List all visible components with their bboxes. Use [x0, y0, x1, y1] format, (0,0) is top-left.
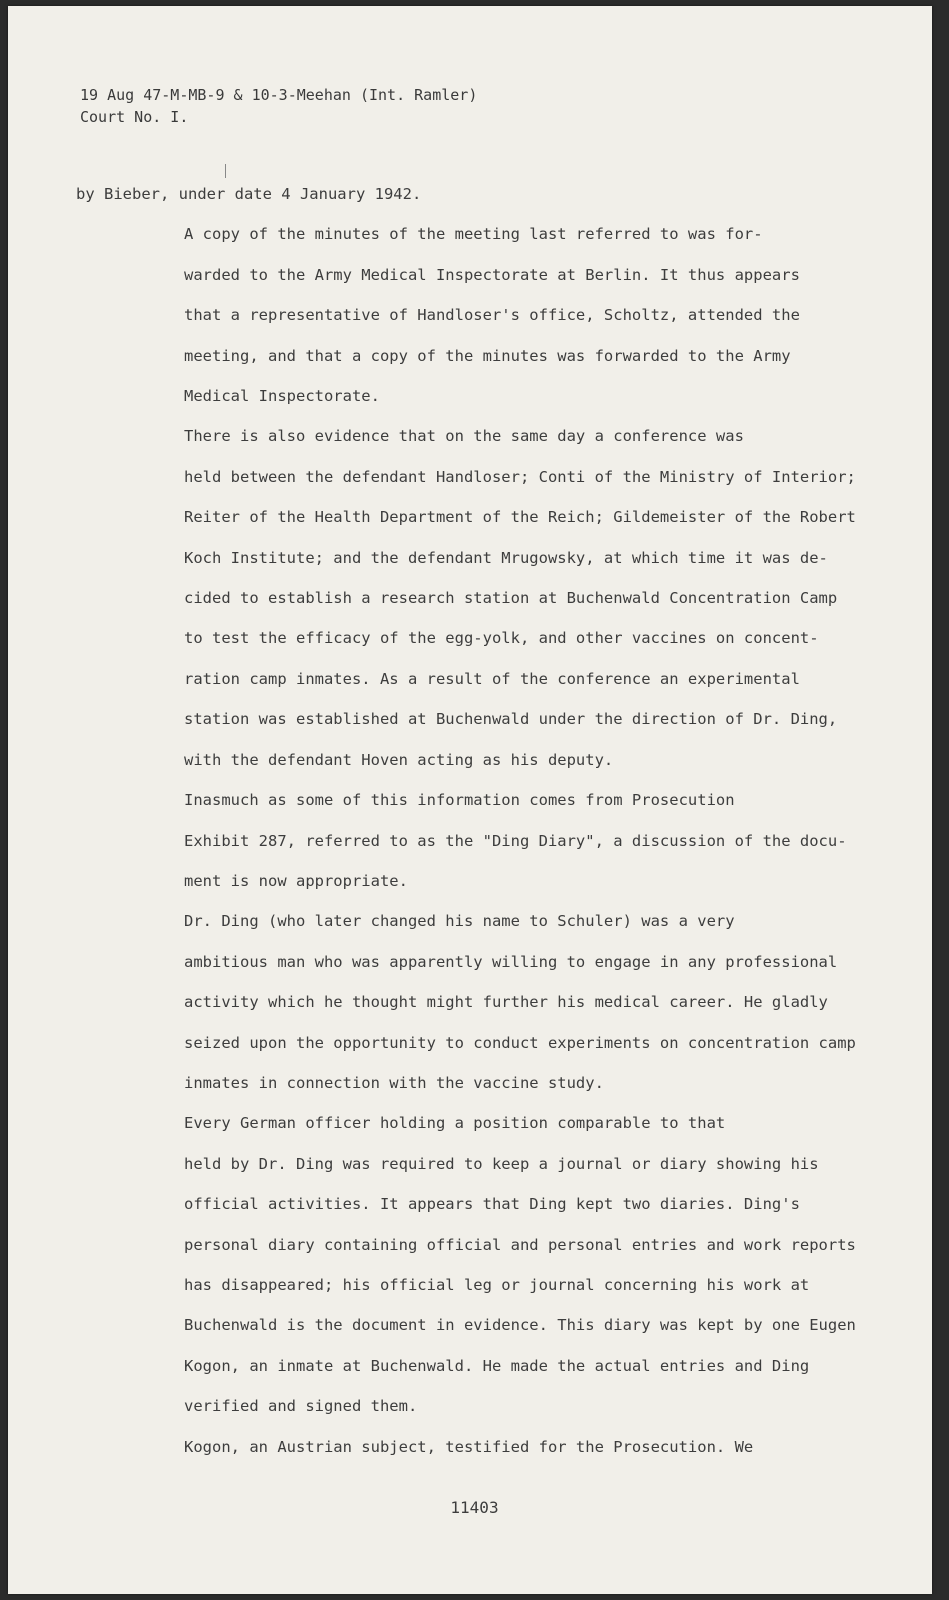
text-line: personal diary containing official and personal entries and work reports [184, 1235, 856, 1254]
text-line: seized upon the opportunity to conduct experiments on concentration camp [184, 1033, 856, 1052]
text-line: Kogon, an Austrian subject, testified for the Prosecution. We [184, 1437, 754, 1456]
paragraph [76, 1103, 856, 1426]
text-line: verified and signed them. [184, 1397, 418, 1416]
text-line: meeting, and that a copy of the minutes was forwarded to the Army [184, 346, 791, 365]
text-line: that a representative of Handloser's office, Scholtz, attended the [184, 306, 800, 325]
text-line: inmates in connection with the vaccine study. [184, 1073, 604, 1092]
text-line: Inasmuch as some of this information comes from Prosecution [184, 791, 735, 810]
text-line: has disappeared; his official leg or journal concerning his work at [184, 1275, 810, 1294]
paragraph [76, 416, 856, 780]
text-line: Every German officer holding a position comparable to that [184, 1114, 726, 1133]
text-line: Reiter of the Health Department of the Reich; Gildemeister of the Robert [184, 508, 856, 527]
text-line: Koch Institute; and the defendant Mrugowsky, at which time it was de- [184, 548, 828, 567]
document-header [80, 84, 477, 128]
text-line: by Bieber, under date 4 January 1942. [76, 185, 422, 203]
text-line: cided to establish a research station at Buchenwald Concentration Camp [184, 589, 838, 608]
text-line: Kogon, an inmate at Buchenwald. He made the actual entries and Ding [184, 1356, 810, 1375]
text-line: A copy of the minutes of the meeting last referred to was for- [184, 225, 763, 244]
text-line: activity which he thought might further his medical career. He gladly [184, 993, 828, 1012]
text-line: Exhibit 287, referred to as the "Ding Diary", a discussion of the docu- [184, 831, 847, 850]
text-line: with the defendant Hoven acting as his deputy. [184, 750, 614, 769]
text-line: to test the efficacy of the egg-yolk, and other vaccines on concent- [184, 629, 819, 648]
paragraph [76, 780, 847, 901]
paragraph [76, 901, 856, 1103]
text-line: There is also evidence that on the same day a conference was [184, 427, 744, 446]
text-line: ment is now appropriate. [184, 871, 408, 890]
page-number: 11403 [450, 1498, 499, 1517]
paragraph [76, 1427, 836, 1467]
document-body [76, 174, 856, 1467]
text-line: warded to the Army Medical Inspectorate at Berlin. It thus appears [184, 265, 800, 284]
header-line-2: Court No. I. [80, 108, 189, 126]
text-line: station was established at Buchenwald under the direction of Dr. Ding, [184, 710, 838, 729]
paragraph [76, 214, 836, 416]
text-line: official activities. It appears that Ding kept two diaries. Ding's [184, 1195, 800, 1214]
text-line: ambitious man who was apparently willing to engage in any professional [184, 952, 838, 971]
text-line: held between the defendant Handloser; Conti of the Ministry of Interior; [184, 467, 856, 486]
text-line: held by Dr. Ding was required to keep a journal or diary showing his [184, 1154, 819, 1173]
text-line: Dr. Ding (who later changed his name to Schuler) was a very [184, 912, 735, 931]
text-line: Buchenwald is the document in evidence. This diary was kept by one Eugen [184, 1316, 856, 1335]
text-line: ration camp inmates. As a result of the conference an experimental [184, 669, 800, 688]
text-line: Medical Inspectorate. [184, 387, 380, 406]
paragraph [76, 174, 836, 214]
header-line-1: 19 Aug 47-M-MB-9 & 10-3-Meehan (Int. Ramler) [80, 86, 478, 104]
